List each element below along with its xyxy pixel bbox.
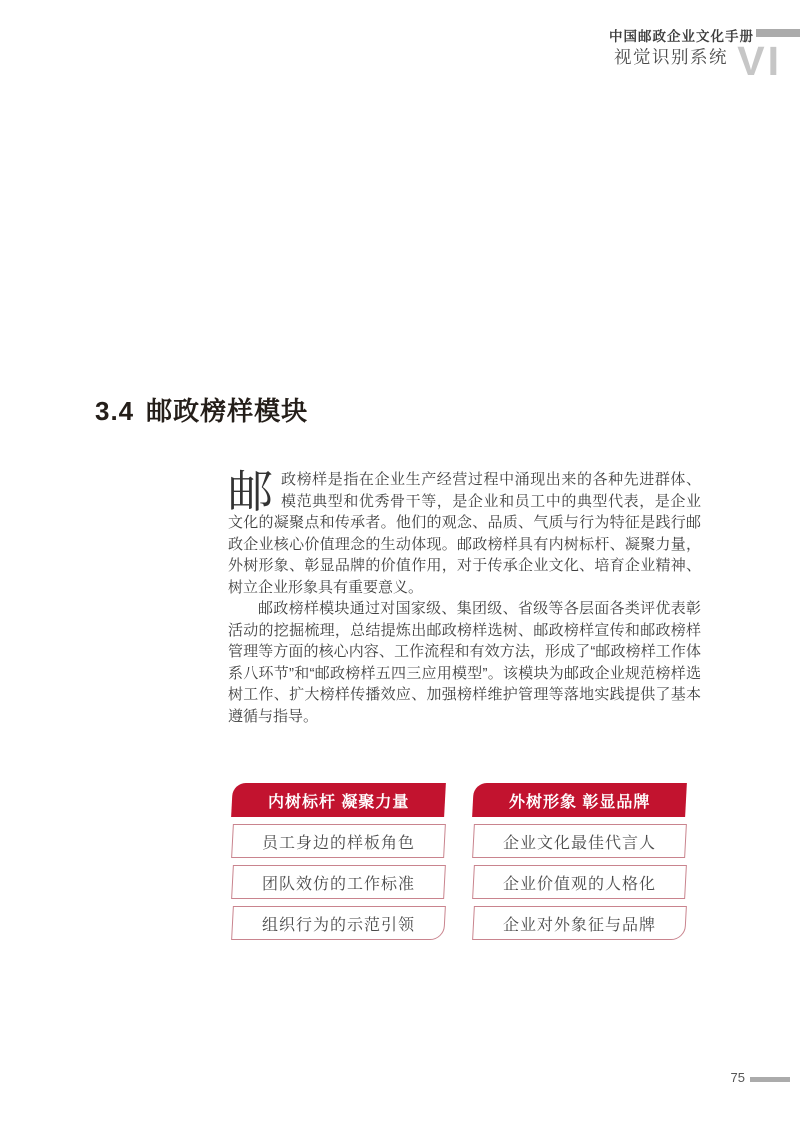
column-header-label: 外树形象 彰显品牌 — [508, 793, 650, 811]
table-column-external — [473, 783, 686, 940]
table-cell-text: 企业文化最佳代言人 — [502, 834, 656, 852]
dropcap-character: 邮 — [228, 466, 274, 517]
paragraph-2: 邮政榜样模块通过对国家级、集团级、省级等各层面各类评优表彰活动的挖掘梳理，总结提炼出邮政榜样选树、邮政榜样宣传和邮政榜样管理等方面的核心内容、工作流程和有效方法，形成了“邮政榜样工作体系八环节”和“邮政榜样五四三应用模型”。该模块为邮政企业规范榜样选树工作、扩大榜样传播效应、加强榜样维护管理等落地实践提供了基本遵循与指导。 — [228, 600, 701, 725]
running-header — [0, 0, 800, 100]
paragraph-1-text: 政榜样是指在企业生产经营过程中涌现出来的各种先进群体、模范典型和优秀骨干等，是企业和员工中的典型代表，是企业文化的凝聚点和传承者。他们的观念、品质、气质与行为特征是践行邮政企业核心价值理念的生动体现。邮政榜样具有内树标杆、凝聚力量，外树形象、彰显品牌的价值作用，对于传承企业文化、培育企业精神、树立企业形象具有重要意义。 — [228, 471, 701, 596]
table-cell-text: 企业价值观的人格化 — [502, 875, 656, 893]
book-title: 中国邮政企业文化手册 — [609, 29, 754, 44]
table-row — [472, 865, 686, 899]
table-cell-text: 企业对外象征与品牌 — [502, 916, 656, 934]
table-cell-text: 组织行为的示范引领 — [261, 916, 415, 934]
header-subtitle: 视觉识别系统 — [614, 47, 728, 67]
column-header-label: 内树标杆 凝聚力量 — [267, 793, 409, 811]
chapter-roman-numeral: VI — [737, 38, 782, 84]
column-header-internal — [231, 783, 445, 817]
column-header-external — [472, 783, 686, 817]
model-role-table — [232, 783, 685, 940]
table-row — [472, 824, 686, 858]
table-row — [472, 906, 686, 940]
body-text — [228, 466, 701, 727]
section-number: 3.4 — [95, 396, 135, 426]
page-number: 75 — [730, 1070, 745, 1085]
table-column-internal — [232, 783, 445, 940]
section-title-text: 邮政榜样模块 — [146, 396, 309, 426]
table-row — [231, 906, 445, 940]
footer-gray-bar — [750, 1077, 790, 1082]
table-row — [231, 865, 445, 899]
section-title — [95, 391, 308, 428]
table-cell-text: 员工身边的样板角色 — [261, 834, 415, 852]
table-row — [231, 824, 445, 858]
table-cell-text: 团队效仿的工作标准 — [261, 875, 415, 893]
paragraph-1 — [228, 466, 701, 598]
header-gray-bar — [756, 29, 800, 37]
